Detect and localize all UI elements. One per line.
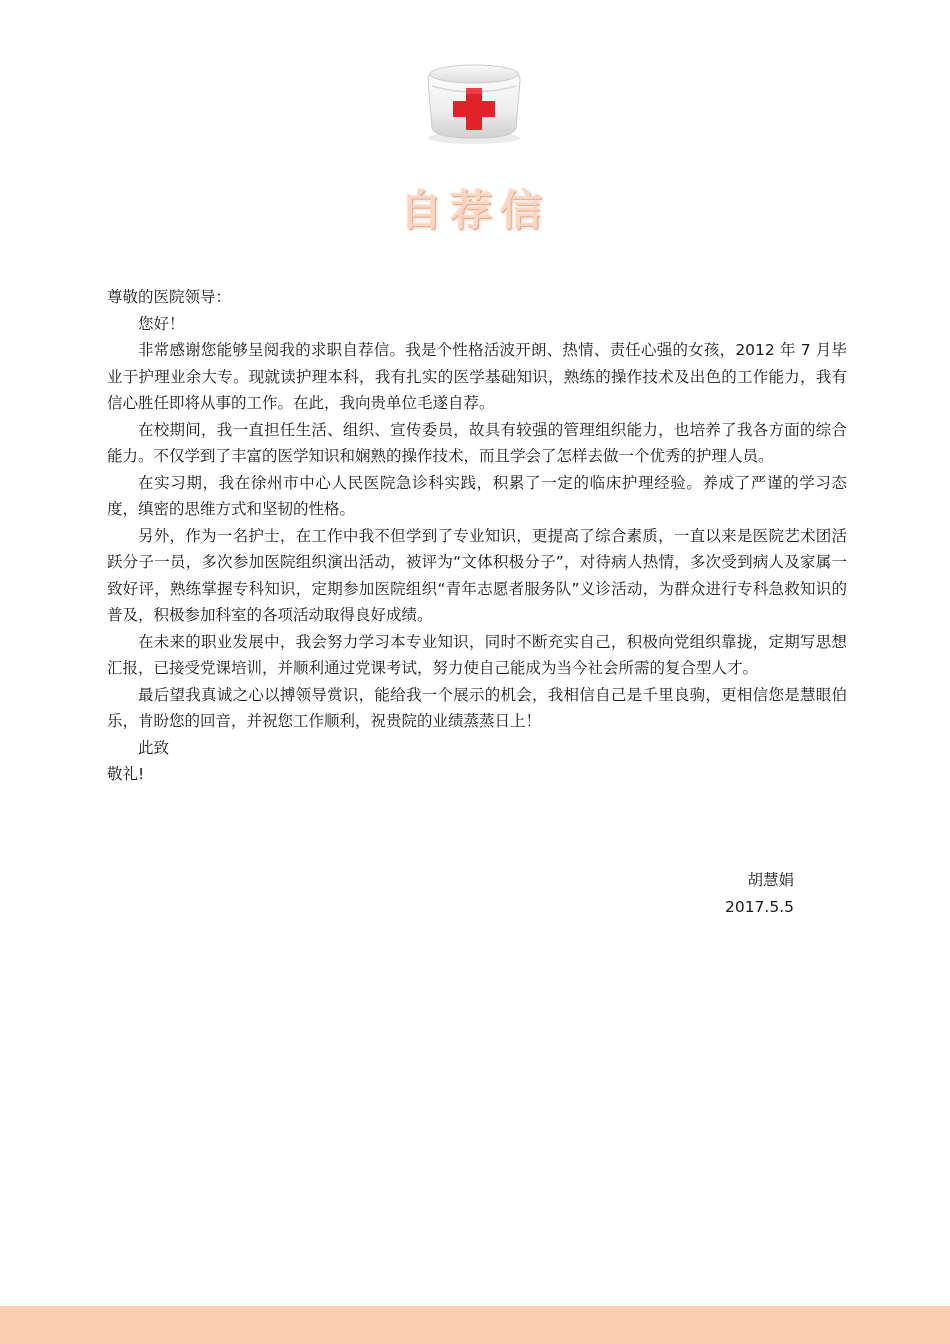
greeting: 您好！ [138,314,185,333]
closing-line-2: 敬礼! [107,765,145,783]
nurse-cap-icon [418,58,530,146]
paragraph-school: 在校期间，我一直担任生活、组织、宣传委员，故具有较强的管理组织能力，也培养了我各方面的综合能力。不仅学到了丰富的医学知识和娴熟的操作技术，而且学会了怎样去做一个优秀的护理人员。 [107,420,847,465]
closing-line-1: 此致 [138,738,170,757]
paragraph-future: 在未来的职业发展中，我会努力学习本专业知识，同时不断充实自己，积极向党组织靠拢，定期写思想汇报，已接受党课培训，并顺利通过党课考试，努力使自己能成为当今社会所需的复合型人才。 [107,632,847,677]
footer-band [0,1306,950,1344]
paragraph-intro: 非常感谢您能够呈阅我的求职自荐信。我是个性格活波开朗、热情、责任心强的女孩，2012 年 7 月毕业于护理业余大专。现就读护理本科，我有扎实的医学基础知识，熟练的操作技术及出色的工作能力，我有信心胜任即将从事的工作。在此，我向贵单位毛遂自荐。 [107,341,847,412]
signature-name: 胡慧娟 [747,871,794,889]
signature-block [725,867,794,921]
page-title: 自荐信 [399,186,550,235]
letter-body [107,284,847,788]
salutation: 尊敬的医院领导： [107,288,232,306]
paragraph-internship: 在实习期，我在徐州市中心人民医院急诊科实践，积累了一定的临床护理经验。养成了严谨的学习态度，缜密的思维方式和坚韧的性格。 [107,473,847,518]
paragraph-work: 另外，作为一名护士，在工作中我不但学到了专业知识，更提高了综合素质，一直以来是医院艺术团活跃分子一员，多次参加医院组织演出活动，被评为“文体积极分子”，对待病人热情，多次受到病人及家属一致好评，熟练掌握专科知识，定期参加医院组织“青年志愿者服务队”义诊活动，为群众进行专科急救知识的普及，积极参加科室的各项活动取得良好成绩。 [107,526,847,624]
signature-date: 2017.5.5 [724,898,794,916]
paragraph-final: 最后望我真诚之心以搏领导赏识，能给我一个展示的机会，我相信自己是千里良驹，更相信您是慧眼伯乐，肯盼您的回音，并祝您工作顺利，祝贵院的业绩蒸蒸日上！ [107,685,847,730]
